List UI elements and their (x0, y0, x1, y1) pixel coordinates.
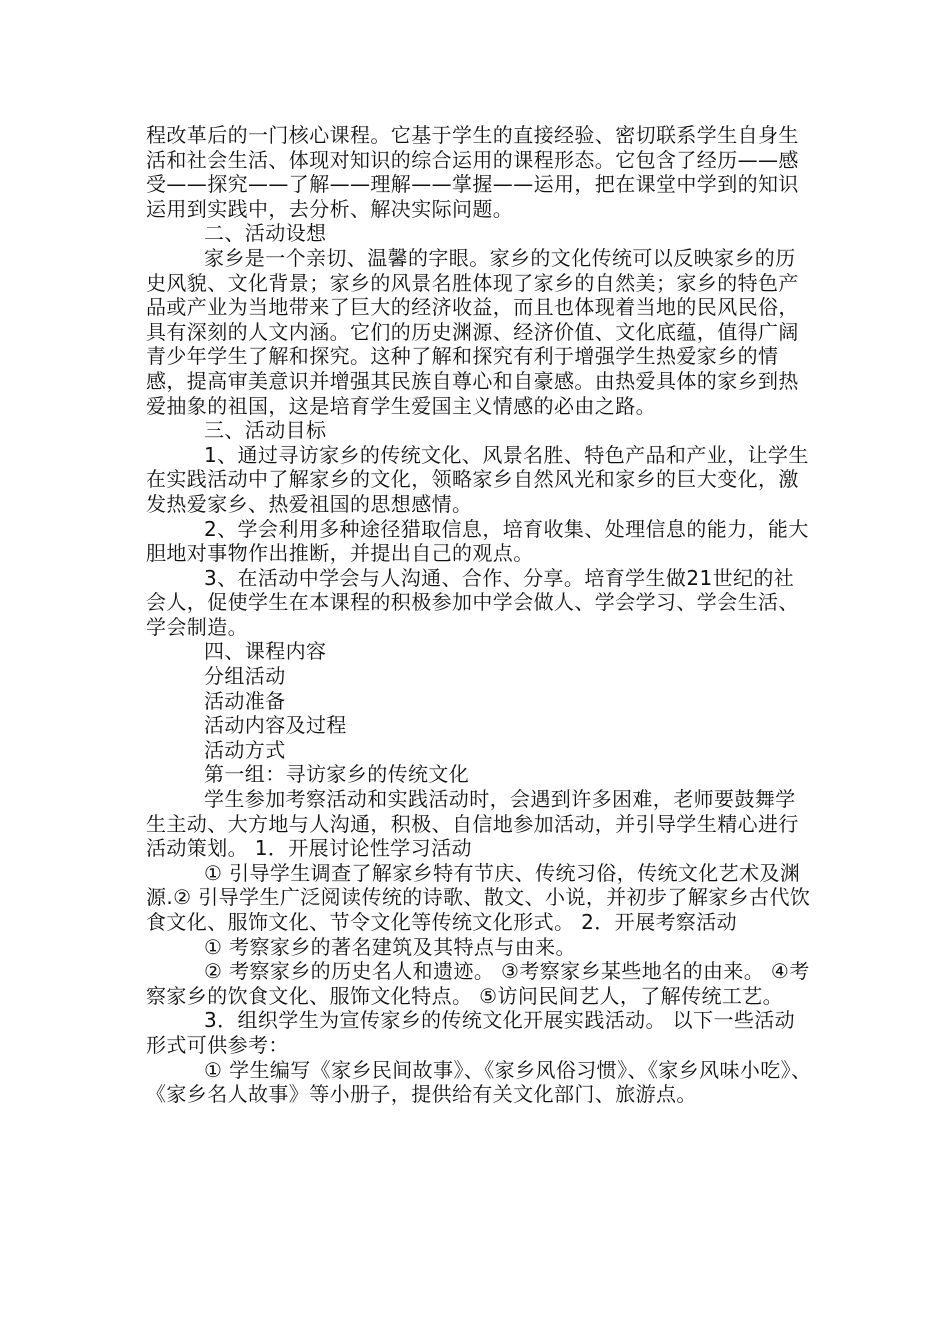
paragraph-booklets: ① 学生编写《家乡民间故事》、《家乡风俗习惯》、《家乡风味小吃》、《家乡名人故事》等小册子，提供给有关文化部门、旅游点。 (146, 1057, 812, 1107)
paragraph-inspect-history: ② 考察家乡的历史名人和遗迹。 ③考察家乡某些地名的由来。 ④考察家乡的饮食文化、服饰文化特点。 ⑤访问民间艺人，了解传统工艺。 (146, 959, 810, 1008)
paragraph-goal-1: 1、通过寻访家乡的传统文化、风景名胜、特色产品和产业，让学生在实践活动中了解家乡的文化，领略家乡自然风光和家乡的巨大变化，激发热爱家乡、热爱祖国的思想感情。 (146, 442, 809, 516)
paragraph-group-one-intro: 学生参加考察活动和实践活动时，会遇到许多困难，老师要鼓舞学生主动、大方地与人沟通，积极、自信地参加活动，并引导学生精心进行活动策划。 1．开展讨论性学习活动 (146, 787, 799, 861)
paragraph-course-intro: 程改革后的一门核心课程。它基于学生的直接经验、密切联系学生自身生活和社会生活、体现对知识的综合运用的课程形态。它包含了经历——感受——探究——了解——理解——掌握——运用，把在课堂中学到的知识运用到实践中，去分析、解决实际问题。 (146, 123, 799, 221)
list-item-group-activity: 分组活动 (204, 664, 286, 689)
section-heading-activity-idea: 二、活动设想 (204, 221, 327, 246)
section-heading-course-content: 四、课程内容 (204, 639, 327, 664)
list-item-activity-method: 活动方式 (204, 737, 286, 762)
paragraph-goal-2: 2、学会利用多种途径猎取信息，培育收集、处理信息的能力，能大胆地对事物作出推断，并提出自己的观点。 (146, 516, 809, 566)
list-item-activity-prep: 活动准备 (204, 688, 286, 713)
paragraph-research-items: ① 引导学生调查了解家乡特有节庆、传统习俗，传统文化艺术及渊源.② 引导学生广泛阅读传统的诗歌、散文、小说，并初步了解家乡古代饮食文化、服饰文化、节令文化等传统文化形式。 2．开展考察活动 (146, 860, 811, 934)
paragraph-inspect-buildings: ① 考察家乡的著名建筑及其特点与由来。 (204, 934, 576, 959)
section-heading-activity-goals: 三、活动目标 (204, 418, 327, 443)
document-body (146, 123, 814, 1107)
paragraph-practice-activity: 3．组织学生为宣传家乡的传统文化开展实践活动。 以下一些活动形式可供参考： (146, 1008, 796, 1057)
paragraph-goal-3: 3、在活动中学会与人沟通、合作、分享。培育学生做21世纪的社会人，促使学生在本课程的积极参加中学会做人、学会学习、学会生活、学会制造。 (146, 565, 799, 639)
list-item-activity-process: 活动内容及过程 (204, 713, 347, 738)
subheading-group-one: 第一组：寻访家乡的传统文化 (204, 762, 470, 787)
paragraph-activity-idea: 家乡是一个亲切、温馨的字眼。家乡的文化传统可以反映家乡的历史风貌、文化背景；家乡的风景名胜体现了家乡的自然美；家乡的特色产品或产业为当地带来了巨大的经济收益，而且也体现着当地的民风民俗，具有深刻的人文内涵。它们的历史渊源、经济价值、文化底蕴，值得广阔青少年学生了解和探究。这种了解和探究有利于增强学生热爱家乡的情感，提高审美意识并增强其民族自尊心和自豪感。由热爱具体的家乡到热爱抽象的祖国，这是培育学生爱国主义情感的必由之路。 (146, 245, 799, 418)
